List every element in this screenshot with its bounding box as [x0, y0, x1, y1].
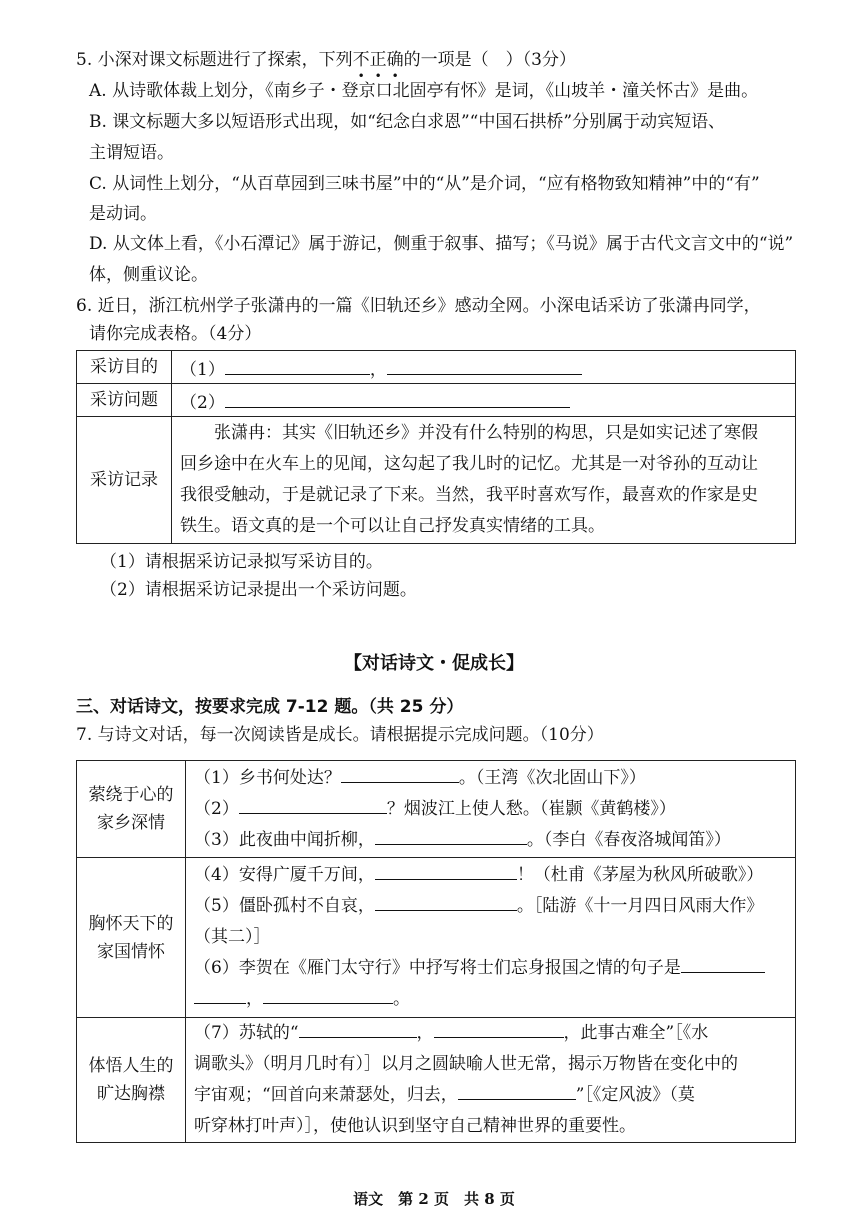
answer-blank[interactable] [434, 1019, 564, 1038]
question-text: （4）安得广厦千万间， [194, 865, 375, 885]
item-number: （1） [180, 359, 225, 380]
question-text: （1）乡书何处达？ [194, 767, 341, 788]
question-text: 。［陆游《十一月四日风雨大作》 [516, 896, 764, 916]
purpose-cell [172, 351, 796, 384]
question-text: ！（杜甫《茅屋为秋风所破歌》） [516, 865, 764, 885]
question-text: ，此事古难全”［《水 [563, 1023, 709, 1043]
emphasis-char: 确 [386, 50, 404, 70]
question-text: 。 [393, 989, 410, 1009]
q5-option-b-cont: 主谓短语。 [89, 143, 174, 163]
label-line: 萦绕于心的 [88, 785, 174, 805]
answer-blank[interactable] [194, 985, 246, 1004]
question-text: 宇宙观；“回首向来萧瑟处，归去， [194, 1085, 458, 1105]
q5-option-b: B. 课文标题大多以短语形式出现，如“纪念白求恩”“中国石拱桥”分别属于动宾短语、 [89, 112, 726, 132]
emphasis-char: 不 [352, 50, 370, 70]
q5-stem [76, 48, 576, 72]
emphasis-char: 正 [369, 50, 387, 70]
q5-stem-tail: 的一项是（ ）（3分） [403, 50, 576, 70]
question-text: （其二）］ [194, 927, 271, 947]
question-text: （6）李贺在《雁门太守行》中抒写将士们忘身报国之情的句子是 [194, 958, 681, 978]
answer-blank[interactable] [225, 356, 370, 375]
q5-option-a: A. 从诗歌体裁上划分，《南乡子・登京口北固亭有怀》是词，《山坡羊・潼关怀古》是曲。 [89, 81, 759, 101]
answer-blank[interactable] [263, 985, 393, 1004]
q5-stem-text: 5. 小深对课文标题进行了探索，下列 [76, 50, 353, 70]
answer-blank[interactable] [387, 356, 582, 375]
q5-option-c-cont: 是动词。 [89, 204, 157, 224]
philosophy-cell [186, 1018, 796, 1143]
answer-blank[interactable] [458, 1081, 576, 1100]
record-line: 铁生。语文真的是一个可以让自己抒发真实情绪的工具。 [180, 516, 605, 536]
answer-blank[interactable] [299, 1019, 417, 1038]
label-line: 体悟人生的 [88, 1056, 174, 1076]
label-line: 胸怀天下的 [88, 913, 174, 934]
page-footer: 语文 第 2 页 共 8 页 [353, 1190, 515, 1208]
answer-blank[interactable] [375, 826, 527, 845]
question-cell [172, 384, 796, 417]
separator: ， [369, 359, 387, 380]
part-three-title: 三、对话诗文，按要求完成 7-12 题。（共 25 分） [76, 697, 464, 717]
record-line: 我很受触动，于是就记录了下来。当然，我平时喜欢写作，最喜欢的作家是史 [180, 485, 758, 505]
answer-blank[interactable] [375, 892, 517, 911]
answer-blank[interactable] [375, 861, 517, 880]
row-label-philosophy [77, 1018, 186, 1143]
q5-option-d-cont: 体，侧重议论。 [89, 265, 208, 285]
question-text: 调歌头》（明月几时有）］以月之圆缺喻人世无常，揭示万物皆在变化中的 [194, 1054, 738, 1074]
q5-option-c: C. 从词性上划分，“从百草园到三味书屋”中的“从”是介词，“应有格物致知精神”中的“有” [89, 174, 760, 194]
question-text: 听穿林打叶声）］，使他认识到坚守自己精神世界的重要性。 [194, 1116, 636, 1136]
interview-table [76, 350, 796, 544]
table-label-question: 采访问题 [77, 384, 172, 417]
q6-sub1: （1）请根据采访记录拟写采访目的。 [100, 552, 383, 572]
label-line: 家国情怀 [97, 941, 165, 962]
record-line: 回乡途中在火车上的见闻，这勾起了我儿时的记忆。尤其是一对爷孙的互动让 [180, 454, 758, 474]
patriotism-cell [186, 858, 796, 1018]
hometown-cell [186, 761, 796, 858]
answer-blank[interactable] [239, 795, 387, 814]
question-text: （5）僵卧孤村不自哀， [194, 896, 375, 916]
question-text: ， [246, 989, 263, 1009]
row-label-hometown [77, 761, 186, 858]
table-label-record: 采访记录 [77, 417, 172, 544]
label-line: 旷达胸襟 [97, 1084, 165, 1104]
record-cell [172, 417, 796, 544]
question-text: ， [416, 1023, 434, 1043]
question-text: （7）苏轼的“ [194, 1023, 299, 1043]
question-text: ”［《定风波》（莫 [575, 1085, 695, 1105]
section-header: 【对话诗文・促成长】 [344, 653, 524, 674]
question-text: （3）此夜曲中闻折柳， [194, 829, 375, 850]
question-text: 。（李白《春夜洛城闻笛》） [526, 829, 731, 850]
item-number: （2） [180, 392, 225, 413]
q6-sub2: （2）请根据采访记录提出一个采访问题。 [100, 580, 417, 600]
answer-blank[interactable] [225, 389, 570, 408]
table-label-purpose: 采访目的 [77, 351, 172, 384]
q7-stem: 7. 与诗文对话，每一次阅读皆是成长。请根据提示完成问题。（10分） [76, 725, 604, 745]
question-text: ？烟波江上使人愁。（崔颢《黄鹤楼》） [386, 798, 676, 819]
record-line: 张潇冉：其实《旧轨还乡》并没有什么特别的构思，只是如实记述了寒假 [214, 423, 758, 443]
row-label-patriotism [77, 858, 186, 1018]
answer-blank[interactable] [341, 764, 459, 783]
poetry-table [76, 760, 796, 1143]
q5-option-d: D. 从文体上看，《小石潭记》属于游记，侧重于叙事、描写；《马说》属于古代文言文中的“说” [89, 234, 794, 254]
label-line: 家乡深情 [97, 813, 165, 833]
q6-stem-cont: 请你完成表格。（4分） [89, 324, 262, 344]
answer-blank[interactable] [681, 954, 765, 973]
q6-stem: 6. 近日，浙江杭州学子张潇冉的一篇《旧轨还乡》感动全网。小深电话采访了张潇冉同学， [76, 296, 761, 316]
question-text: （2） [194, 798, 239, 819]
question-text: 。（王湾《次北固山下》） [458, 767, 646, 788]
